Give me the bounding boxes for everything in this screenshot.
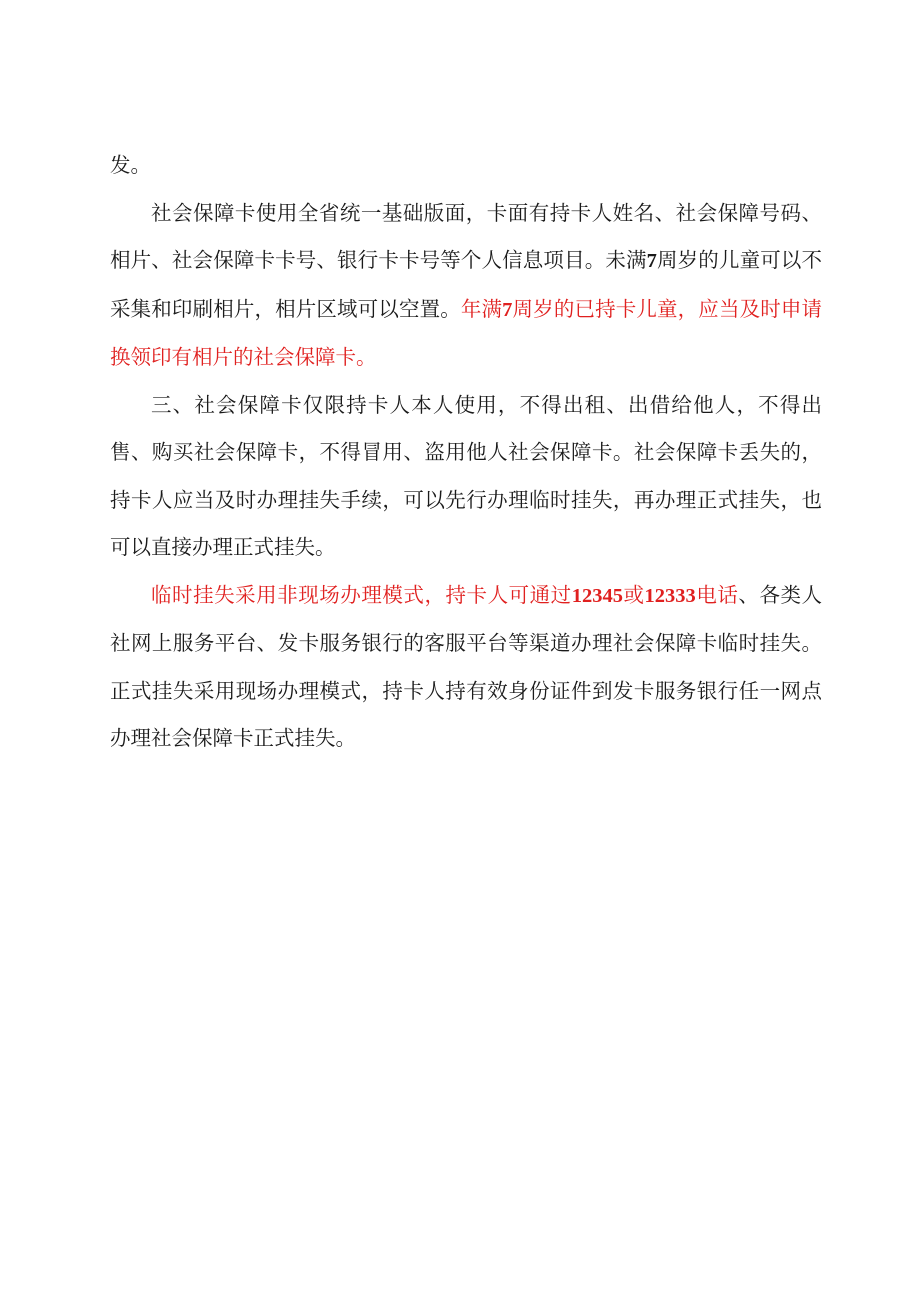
- paragraph-card-layout: [110, 190, 822, 382]
- highlight-run: 临时挂失采用非现场办理模式，持卡人可通过: [151, 582, 572, 607]
- highlight-number-run: 7: [502, 298, 513, 321]
- highlight-run: 年满: [460, 296, 503, 321]
- paragraph-loss-report: [110, 572, 822, 763]
- text-run: 发。: [110, 153, 151, 177]
- highlight-number-run: 12345: [571, 584, 623, 607]
- number-run: 7: [646, 250, 657, 272]
- text-run: 周岁的儿童可以不采集和印刷相片，相片区域可以空置。: [110, 248, 823, 321]
- highlight-run: 周岁的已持卡儿童，应当及时申请换领印有相片的社会保障卡。: [110, 296, 823, 369]
- paragraph-continuation: [110, 142, 822, 190]
- text-run: 、各类人社网上服务平台、发卡服务银行的客服平台等渠道办理社会保障卡临时挂失。正式挂失采用现场办理模式，持卡人持有效身份证件到发卡服务银行任一网点办理社会保障卡正式挂失。: [110, 582, 823, 750]
- text-run: 三、社会保障卡仅限持卡人本人使用，不得出租、出借给他人，不得出售、购买社会保障卡，不得冒用、盗用他人社会保障卡。社会保障卡丢失的，持卡人应当及时办理挂失手续，可以先行办理临时挂失，再办理正式挂失，也可以直接办理正式挂失。: [110, 392, 822, 559]
- highlight-run: 电话: [695, 582, 739, 607]
- highlight-number-run: 12333: [644, 584, 696, 607]
- text-run: 社会保障卡使用全省统一基础版面，卡面有持卡人姓名、社会保障号码、相片、社会保障卡卡号、银行卡卡号等个人信息项目。未满: [110, 200, 822, 272]
- document-body: [110, 142, 822, 763]
- paragraph-usage-rules: [110, 382, 822, 572]
- highlight-run: 或: [622, 582, 645, 607]
